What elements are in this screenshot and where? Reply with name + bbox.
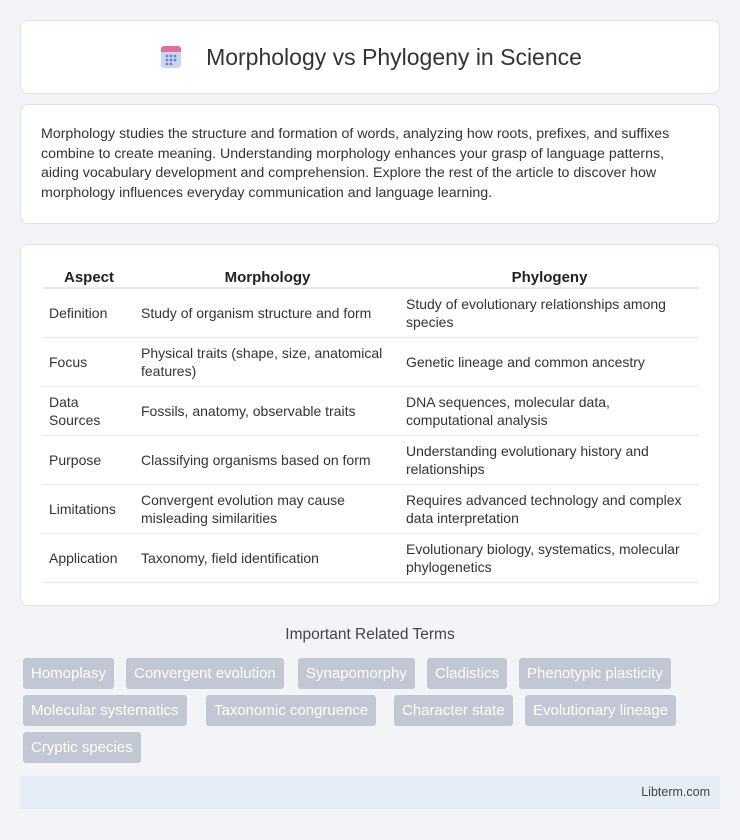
footer-link[interactable]: Libterm.com: [641, 785, 710, 799]
table-row: [43, 436, 699, 485]
tag-convergent-evolution[interactable]: Convergent evolution: [126, 658, 284, 689]
cell-phylogeny: Understanding evolutionary history and relationships: [400, 436, 699, 485]
header-phylogeny: Phylogeny: [400, 265, 699, 289]
header-aspect: Aspect: [43, 265, 135, 289]
document-icon: [158, 44, 184, 70]
tag-character-state[interactable]: Character state: [394, 695, 513, 726]
cell-morphology: Study of organism structure and form: [135, 289, 400, 338]
intro-card: [20, 104, 720, 224]
cell-aspect: Data Sources: [43, 387, 135, 436]
cell-morphology: Convergent evolution may cause misleading similarities: [135, 485, 400, 534]
intro-text: Morphology studies the structure and formation of words, analyzing how roots, prefixes, and suffixes combine to create meaning. Understanding morphology enhances your grasp of language patterns, aiding vocabulary development and comprehension. Explore the rest of the article to discover how morphology influences everyday communication and language learning.: [41, 126, 670, 201]
cell-phylogeny: Genetic lineage and common ancestry: [400, 338, 699, 387]
cell-phylogeny: Requires advanced technology and complex data interpretation: [400, 485, 699, 534]
cell-phylogeny: DNA sequences, molecular data, computational analysis: [400, 387, 699, 436]
table-row: [43, 485, 699, 534]
tag-cladistics[interactable]: Cladistics: [427, 658, 507, 689]
page-title: Morphology vs Phylogeny in Science: [206, 43, 582, 70]
comparison-table-card: [20, 244, 720, 606]
comparison-table: [43, 265, 699, 583]
related-terms-title: Important Related Terms: [285, 626, 455, 643]
table-row: [43, 534, 699, 583]
cell-aspect: Application: [43, 534, 135, 583]
cell-morphology: Classifying organisms based on form: [135, 436, 400, 485]
cell-aspect: Purpose: [43, 436, 135, 485]
cell-aspect: Definition: [43, 289, 135, 338]
tag-cryptic-species[interactable]: Cryptic species: [23, 732, 141, 763]
header-card: [20, 20, 720, 94]
footer: [20, 776, 720, 809]
table-row: [43, 338, 699, 387]
cell-aspect: Limitations: [43, 485, 135, 534]
header-morphology: Morphology: [135, 265, 400, 289]
tag-evolutionary-lineage[interactable]: Evolutionary lineage: [525, 695, 676, 726]
cell-phylogeny: Study of evolutionary relationships among species: [400, 289, 699, 338]
table-row: [43, 289, 699, 338]
tag-taxonomic-congruence[interactable]: Taxonomic congruence: [206, 695, 376, 726]
tag-homoplasy[interactable]: Homoplasy: [23, 658, 114, 689]
tag-molecular-systematics[interactable]: Molecular systematics: [23, 695, 187, 726]
cell-morphology: Fossils, anatomy, observable traits: [135, 387, 400, 436]
cell-phylogeny: Evolutionary biology, systematics, molecular phylogenetics: [400, 534, 699, 583]
cell-morphology: Physical traits (shape, size, anatomical features): [135, 338, 400, 387]
tag-phenotypic-plasticity[interactable]: Phenotypic plasticity: [519, 658, 671, 689]
table-row: [43, 387, 699, 436]
tag-synapomorphy[interactable]: Synapomorphy: [298, 658, 415, 689]
cell-morphology: Taxonomy, field identification: [135, 534, 400, 583]
cell-aspect: Focus: [43, 338, 135, 387]
